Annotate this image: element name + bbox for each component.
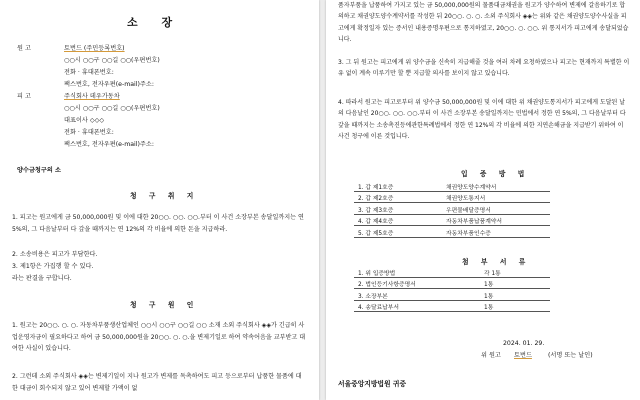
attachment-row [354,266,550,277]
cause-item-2: 2. 그런데 소외 주식회사 ◈◈는 변제기일이 지나 원고가 변제를 독촉하여도 피고 등으로부터 납품한 물품에 대한 대금이 회수되지 않고 있어 변제할 가액이 없 [12,373,302,392]
filing-date: 2024. 01. 29. [503,340,545,347]
signer-name: 토번드 [514,352,532,359]
document-page-left [0,0,319,400]
claim-closing: 라는 판결을 구합니다. [12,275,72,282]
claim-heading: 청 구 취 지 [130,192,199,200]
evidence-name: 자동차부품납품계약서 [442,214,550,226]
evidence-number: 5. 갑 제5호증 [354,226,442,238]
attachment-row [354,277,550,289]
attachment-count: 1통 [480,300,550,312]
plaintiff-phone: 전화 · 휴대폰번호: [64,69,114,76]
defendant-fax-email: 팩스번호, 전자우편(e-mail)주소: [64,141,154,148]
evidence-row [354,191,550,203]
attachments-heading: 첨 부 서 류 [462,258,531,266]
evidence-name: 채권양도통지서 [442,191,550,203]
attachment-name: 3. 소장부본 [354,289,480,301]
case-name: 양수금청구의 소 [17,167,61,174]
signer-note: (서명 또는 날인) [548,352,593,359]
defendant-phone: 전화 · 휴대폰번호: [64,129,114,136]
evidence-number: 4. 갑 제4호증 [354,214,442,226]
court-name: 서울중앙지방법원 귀중 [338,380,407,388]
document-title: 소 장 [127,16,183,29]
defendant-address: ○○시 ○○구 ○○길 ○○(우편번호) [64,105,160,112]
cause-item-1: 1. 원고는 20○○. ○. ○. 자동차부품생산업체인 ○○시 ○○구 ○○길 ○○ 소재 소외 주식회사 ◈◈가 긴급히 사업운영자금이 필요하다고 하여 금 50,000,000원을 20○○. ○. ○.을 변제기일로 하여 약속어음을 교부받고 대여한 사실이 있습니다. [12,322,306,352]
attachment-name: 4. 송달료납부서 [354,300,480,312]
evidence-number: 3. 갑 제3호증 [354,203,442,215]
attachment-name: 2. 법인등기사항증명서 [354,277,480,289]
evidence-number: 2. 갑 제2호증 [354,191,442,203]
attachment-count: 1통 [480,289,550,301]
attachments-table [354,266,550,312]
cause-continuation: 품자부품을 납품하여 가지고 있는 금 50,000,000원의 물품대금채권을 원고가 양수하여 변제에 갈음하기로 합의하고 채권양도양수계약서를 작성한 뒤 20○○. ○. ○. 소외 주식회사 ◈◈는 위와 같은 채권양도양수사실을 피고에게 확정일자 있는 증서인 내용증명우편으로 통지하였고, 20○○. ○. ○○. 위 통지서가 피고에게 송달되었습니다. [338,2,629,43]
evidence-row [354,226,550,238]
defendant-label: 피 고 [17,93,31,100]
evidence-name: 자동차부품인수증 [442,226,550,238]
evidence-row [354,180,550,191]
attachment-row [354,289,550,301]
evidence-number: 1. 갑 제1호증 [354,180,442,191]
claim-item-1: 1. 피고는 원고에게 금 50,000,000원 및 이에 대한 20○○. ○○. ○○.부터 이 사건 소장부본 송달일까지는 연 5%의, 그 다음날부터 다 갚을 때까지는 연 12%의 각 비율에 의한 돈을 지급하라. [12,214,304,233]
cause-item-4: 4. 따라서 원고는 피고로부터 위 양수금 50,000,000원 및 이에 대한 위 채권양도통지서가 피고에게 도달된 날의 다음날인 20○○. ○○. ○○.부터 이 사건 소장부본 송달일까지는 민법에서 정한 연 5%의, 그 다음날부터 다 갚을 때까지는 소송촉진등에관한특례법에서 정한 연 12%의 각 비율에 의한 지연손해금을 지급받기 위하여 이 사건 청구에 이른 것입니다. [338,99,626,140]
claim-item-3: 3. 제1항은 가집행 할 수 있다. [12,263,94,270]
attachment-name: 1. 위 입증방법 [354,266,480,277]
plaintiff-label: 원 고 [17,45,31,52]
evidence-name: 채권양도양수계약서 [442,180,550,191]
evidence-name: 우편물배달증명서 [442,203,550,215]
cause-item-3: 3. 그 뒤 원고는 피고에게 위 양수금을 신속히 지급해줄 것을 여러 차례 요청하였으나 피고는 현재까지 특별한 이유 없이 계속 미루기만 할 뿐 지급할 의사를 보이지 않고 있습니다. [338,59,630,78]
attachment-row [354,300,550,312]
claim-item-2: 2. 소송비용은 피고가 부담한다. [12,251,98,258]
evidence-row [354,214,550,226]
attachment-count: 1통 [480,277,550,289]
evidence-row [354,203,550,215]
plaintiff-fax-email: 팩스번호, 전자우편(e-mail)주소: [64,81,154,88]
plaintiff-address: ○○시 ○○구 ○○길 ○○(우편번호) [64,57,160,64]
plaintiff-name: 토번드 (주민등록번호) [64,45,125,52]
evidence-heading: 입 증 방 법 [461,170,530,178]
defendant-representative: 대표이사 ◇◇◇ [64,117,105,124]
document-page-right [326,0,640,400]
defendant-name: 주식회사 데우가동차 [64,93,120,100]
evidence-table [354,180,550,238]
attachment-count: 각 1통 [480,266,550,277]
signer-label: 위 원고 [481,352,501,359]
cause-heading: 청 구 원 인 [130,301,199,309]
